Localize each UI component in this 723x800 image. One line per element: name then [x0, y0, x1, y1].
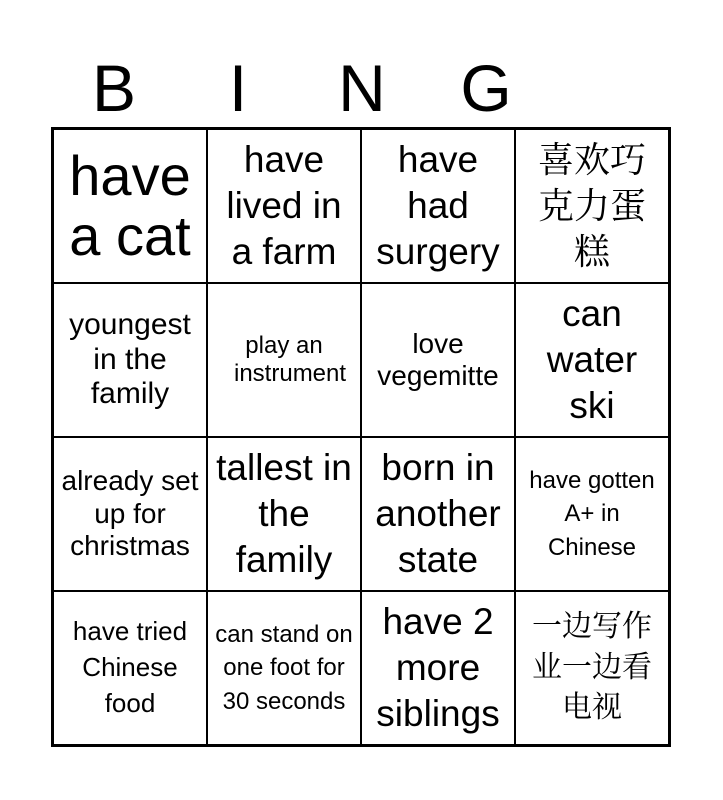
header-letter-b: B — [91, 50, 137, 125]
bingo-cell-r2c3[interactable] — [361, 283, 515, 437]
bingo-cell-text: have tried Chinese food — [72, 616, 188, 718]
bingo-cell-r1c4[interactable] — [515, 129, 669, 283]
bingo-cell-text: can water ski — [546, 292, 638, 427]
bingo-cell-text: have 2 more siblings — [376, 600, 500, 735]
bingo-cell-r3c2[interactable] — [207, 437, 361, 591]
bingo-cell-r3c3[interactable] — [361, 437, 515, 591]
bingo-card-grid — [51, 127, 671, 747]
bingo-cell-text: have had surgery — [376, 138, 500, 273]
bingo-cell-text: tallest in the family — [216, 446, 352, 581]
bingo-cell-text: have lived in a farm — [226, 138, 342, 273]
bingo-cell-r1c2[interactable] — [207, 129, 361, 283]
bingo-cell-r1c1[interactable] — [53, 129, 207, 283]
bingo-cell-r4c1[interactable] — [53, 591, 207, 745]
bingo-cell-text: born in another state — [375, 446, 501, 581]
bingo-cell-r3c4[interactable] — [515, 437, 669, 591]
bingo-cell-text: youngest in the family — [69, 307, 191, 411]
header-letter-g: G — [460, 50, 512, 125]
bingo-cell-text: 一边写作业一边看电视 — [532, 610, 652, 725]
bingo-cell-text: 喜欢巧克力蛋糕 — [537, 138, 646, 273]
bingo-cell-r1c3[interactable] — [361, 129, 515, 283]
bingo-cell-r4c4[interactable] — [515, 591, 669, 745]
header-letter-i: I — [228, 50, 248, 125]
bingo-cell-r4c3[interactable] — [361, 591, 515, 745]
bingo-cell-r2c1[interactable] — [53, 283, 207, 437]
bingo-cell-r3c1[interactable] — [53, 437, 207, 591]
bingo-cell-r2c4[interactable] — [515, 283, 669, 437]
bingo-cell-text: already set up for christmas — [61, 465, 199, 562]
bingo-header — [52, 50, 672, 125]
bingo-cell-r2c2[interactable] — [207, 283, 361, 437]
bingo-cell-text: have gotten A+ in Chinese — [529, 466, 655, 561]
bingo-cell-text: have a cat — [69, 143, 191, 267]
bingo-cell-r4c2[interactable] — [207, 591, 361, 745]
bingo-cell-text: love vegemitte — [377, 327, 499, 391]
bingo-cell-text: play an instrument — [234, 332, 347, 387]
header-letter-n: N — [338, 50, 386, 125]
bingo-cell-text: can stand on one foot for 30 seconds — [215, 620, 353, 715]
